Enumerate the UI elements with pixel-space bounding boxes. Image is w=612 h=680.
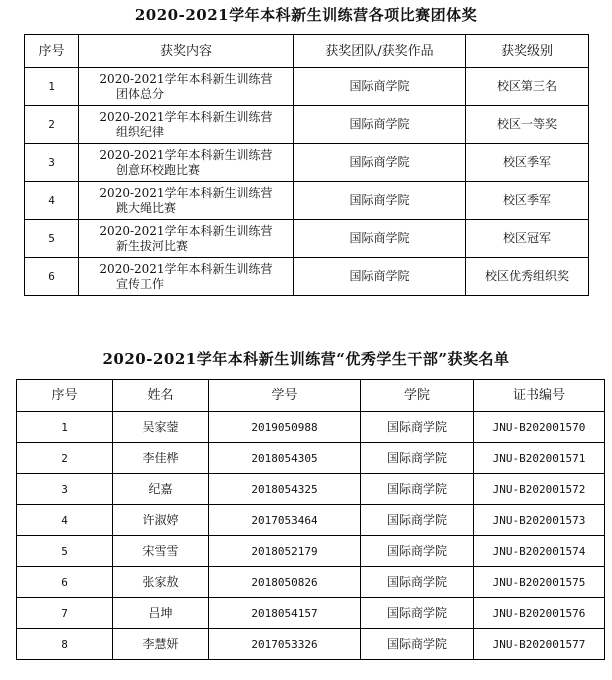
row-number: 3 — [25, 144, 79, 182]
student-college: 国际商学院 — [361, 443, 474, 474]
certificate-number: JNU-B202001574 — [474, 536, 605, 567]
row-number: 2 — [17, 443, 113, 474]
award-team: 国际商学院 — [294, 220, 466, 258]
student-name: 纪嘉 — [113, 474, 209, 505]
award-content-line1: 2020-2021学年本科新生训练营 — [99, 147, 273, 162]
award-content-line2: 团体总分 — [116, 86, 165, 101]
row-number: 4 — [17, 505, 113, 536]
team-awards-title: 2020-2021学年本科新生训练营各项比赛团体奖 — [134, 6, 478, 24]
header-cell: 获奖内容 — [79, 35, 294, 68]
certificate-number: JNU-B202001573 — [474, 505, 605, 536]
table-row — [17, 598, 605, 629]
award-content — [79, 106, 294, 144]
student-name: 许淑婷 — [113, 505, 209, 536]
certificate-number: JNU-B202001572 — [474, 474, 605, 505]
table-row — [25, 220, 589, 258]
header-cell: 证书编号 — [474, 380, 605, 412]
student-id: 2017053326 — [209, 629, 361, 660]
award-content — [79, 220, 294, 258]
student-name: 吕坤 — [113, 598, 209, 629]
award-content-line1: 2020-2021学年本科新生训练营 — [99, 223, 273, 238]
table-row — [17, 412, 605, 443]
table-header-row — [17, 380, 605, 412]
row-number: 1 — [25, 68, 79, 106]
header-cell: 获奖团队/获奖作品 — [294, 35, 466, 68]
award-level: 校区冠军 — [466, 220, 589, 258]
award-level: 校区季军 — [466, 144, 589, 182]
certificate-number: JNU-B202001571 — [474, 443, 605, 474]
table-row — [25, 68, 589, 106]
award-level: 校区优秀组织奖 — [466, 258, 589, 296]
award-team: 国际商学院 — [294, 68, 466, 106]
student-id: 2018054305 — [209, 443, 361, 474]
award-level: 校区第三名 — [466, 68, 589, 106]
student-college: 国际商学院 — [361, 567, 474, 598]
header-cell: 学号 — [209, 380, 361, 412]
row-number: 1 — [17, 412, 113, 443]
award-level: 校区季军 — [466, 182, 589, 220]
table-row — [25, 182, 589, 220]
header-cell: 学院 — [361, 380, 474, 412]
certificate-number: JNU-B202001576 — [474, 598, 605, 629]
table-row — [25, 258, 589, 296]
row-number: 8 — [17, 629, 113, 660]
table-row — [17, 443, 605, 474]
student-id: 2018054157 — [209, 598, 361, 629]
student-id: 2018054325 — [209, 474, 361, 505]
student-college: 国际商学院 — [361, 536, 474, 567]
cadre-awards-title: 2020-2021学年本科新生训练营“优秀学生干部”获奖名单 — [102, 350, 510, 368]
student-college: 国际商学院 — [361, 629, 474, 660]
row-number: 5 — [17, 536, 113, 567]
award-content — [79, 68, 294, 106]
award-level: 校区一等奖 — [466, 106, 589, 144]
student-college: 国际商学院 — [361, 474, 474, 505]
certificate-number: JNU-B202001577 — [474, 629, 605, 660]
award-team: 国际商学院 — [294, 258, 466, 296]
table-row — [25, 106, 589, 144]
student-name: 李佳桦 — [113, 443, 209, 474]
certificate-number: JNU-B202001570 — [474, 412, 605, 443]
header-cell: 姓名 — [113, 380, 209, 412]
row-number: 4 — [25, 182, 79, 220]
row-number: 6 — [17, 567, 113, 598]
award-content-line1: 2020-2021学年本科新生训练营 — [99, 71, 273, 86]
award-team: 国际商学院 — [294, 144, 466, 182]
certificate-number: JNU-B202001575 — [474, 567, 605, 598]
row-number: 6 — [25, 258, 79, 296]
header-cell: 序号 — [17, 380, 113, 412]
table-row — [17, 505, 605, 536]
row-number: 7 — [17, 598, 113, 629]
table-row — [17, 474, 605, 505]
student-id: 2019050988 — [209, 412, 361, 443]
header-cell: 序号 — [25, 35, 79, 68]
table-row — [17, 629, 605, 660]
award-content — [79, 144, 294, 182]
award-content — [79, 258, 294, 296]
team-awards-table — [24, 34, 589, 296]
student-college: 国际商学院 — [361, 412, 474, 443]
award-content-line2: 跳大绳比赛 — [116, 200, 177, 215]
student-name: 吴家蓥 — [113, 412, 209, 443]
award-content-line1: 2020-2021学年本科新生训练营 — [99, 261, 273, 276]
award-team: 国际商学院 — [294, 106, 466, 144]
row-number: 3 — [17, 474, 113, 505]
award-content-line2: 创意环校跑比赛 — [116, 162, 201, 177]
student-id: 2018052179 — [209, 536, 361, 567]
award-content-line1: 2020-2021学年本科新生训练营 — [99, 185, 273, 200]
table-header-row — [25, 35, 589, 68]
award-content — [79, 182, 294, 220]
row-number: 5 — [25, 220, 79, 258]
award-content-line1: 2020-2021学年本科新生训练营 — [99, 109, 273, 124]
award-content-line2: 宣传工作 — [116, 276, 165, 291]
row-number: 2 — [25, 106, 79, 144]
cadre-awards-table — [16, 379, 605, 660]
student-college: 国际商学院 — [361, 598, 474, 629]
award-team: 国际商学院 — [294, 182, 466, 220]
student-name: 张家敖 — [113, 567, 209, 598]
student-id: 2017053464 — [209, 505, 361, 536]
table-row — [17, 536, 605, 567]
student-name: 李慧妍 — [113, 629, 209, 660]
award-content-line2: 组织纪律 — [116, 124, 165, 139]
table-row — [17, 567, 605, 598]
student-college: 国际商学院 — [361, 505, 474, 536]
student-id: 2018050826 — [209, 567, 361, 598]
award-content-line2: 新生拔河比赛 — [116, 238, 189, 253]
student-name: 宋雪雪 — [113, 536, 209, 567]
table-row — [25, 144, 589, 182]
header-cell: 获奖级别 — [466, 35, 589, 68]
